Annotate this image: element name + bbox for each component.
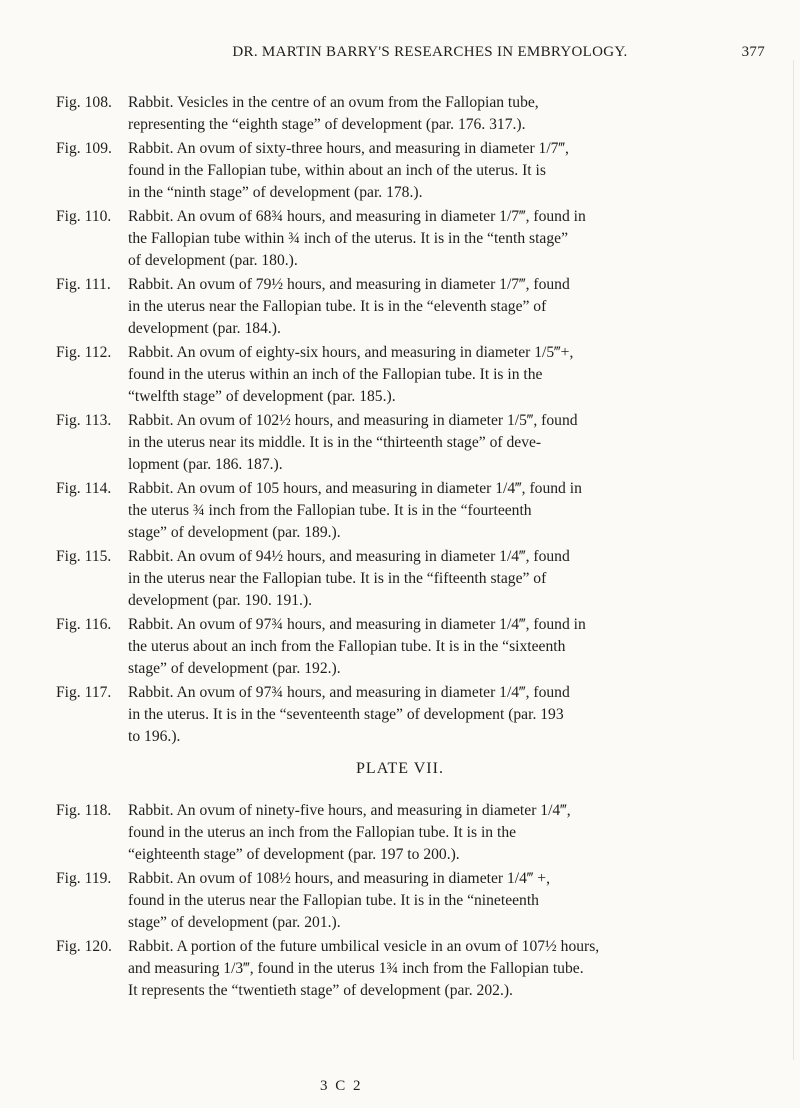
signature-mark: 3 C 2 (320, 1078, 363, 1094)
caption-line: found in the Fallopian tube, within about an inch of the uterus. It is (128, 162, 546, 179)
caption-line: found in the uterus near the Fallopian tube. It is in the “nineteenth (128, 892, 539, 909)
figure-label: Fig. 109. (56, 140, 112, 157)
caption-line: lopment (par. 186. 187.). (128, 456, 283, 473)
figure-caption-text (128, 274, 772, 340)
plate-heading: PLATE VII. (356, 760, 444, 777)
figure-caption-text (128, 546, 772, 612)
caption-line: representing the “eighth stage” of development (par. 176. 317.). (128, 116, 526, 133)
caption-line: Rabbit. Vesicles in the centre of an ovum from the Fallopian tube, (128, 94, 539, 111)
caption-line: stage” of development (par. 189.). (128, 524, 341, 541)
caption-line: development (par. 184.). (128, 320, 281, 337)
caption-line: Rabbit. An ovum of 97¾ hours, and measuring in diameter 1/4‴, found in (128, 616, 586, 633)
caption-line: the Fallopian tube within ¾ inch of the uterus. It is in the “tenth stage” (128, 230, 568, 247)
figure-caption (56, 342, 772, 408)
caption-line: Rabbit. An ovum of 79½ hours, and measuring in diameter 1/7‴, found (128, 276, 570, 293)
caption-line: in the “ninth stage” of development (par. 178.). (128, 184, 423, 201)
caption-line: found in the uterus an inch from the Fallopian tube. It is in the (128, 824, 517, 841)
figure-caption (56, 410, 772, 476)
figure-label: Fig. 118. (56, 802, 112, 819)
figure-caption-text (128, 868, 772, 934)
page-edge-shadow (793, 60, 794, 1060)
caption-line: in the uterus near the Fallopian tube. It is in the “eleventh stage” of (128, 298, 547, 315)
page-number: 377 (741, 44, 765, 60)
caption-line: Rabbit. An ovum of 108½ hours, and measuring in diameter 1/4‴ +, (128, 870, 550, 887)
figure-caption-text (128, 936, 772, 1002)
caption-line: development (par. 190. 191.). (128, 592, 313, 609)
caption-line: Rabbit. An ovum of 68¾ hours, and measuring in diameter 1/7‴, found in (128, 208, 586, 225)
caption-line: Rabbit. An ovum of 94½ hours, and measuring in diameter 1/4‴, found (128, 548, 570, 565)
running-title: DR. MARTIN BARRY'S RESEARCHES IN EMBRYOLOGY. (232, 44, 628, 60)
caption-line: found in the uterus within an inch of the Fallopian tube. It is in the (128, 366, 543, 383)
caption-line: Rabbit. An ovum of eighty-six hours, and measuring in diameter 1/5‴+, (128, 344, 574, 361)
figure-caption-text (128, 342, 772, 408)
figure-caption (56, 868, 772, 934)
figure-label: Fig. 116. (56, 616, 112, 633)
caption-line: Rabbit. An ovum of 97¾ hours, and measuring in diameter 1/4‴, found (128, 684, 570, 701)
figure-caption (56, 546, 772, 612)
figure-caption (56, 936, 772, 1002)
figure-caption (56, 206, 772, 272)
caption-line: Rabbit. A portion of the future umbilical vesicle in an ovum of 107½ hours, (128, 938, 600, 955)
caption-line: Rabbit. An ovum of 105 hours, and measuring in diameter 1/4‴, found in (128, 480, 582, 497)
caption-line: Rabbit. An ovum of sixty-three hours, and measuring in diameter 1/7‴, (128, 140, 569, 157)
figure-caption-text (128, 614, 772, 680)
caption-line: in the uterus. It is in the “seventeenth stage” of development (par. 193 (128, 706, 564, 723)
figure-label: Fig. 113. (56, 412, 112, 429)
caption-line: of development (par. 180.). (128, 252, 298, 269)
caption-line: to 196.). (128, 728, 181, 745)
caption-line: in the uterus near the Fallopian tube. It is in the “fifteenth stage” of (128, 570, 547, 587)
figure-caption (56, 274, 772, 340)
caption-line: and measuring 1/3‴, found in the uterus 1¾ inch from the Fallopian tube. (128, 960, 584, 977)
figure-label: Fig. 114. (56, 480, 112, 497)
figure-label: Fig. 110. (56, 208, 112, 225)
figure-caption (56, 682, 772, 748)
figure-caption-text (128, 800, 772, 866)
figure-caption (56, 614, 772, 680)
figure-caption-text (128, 206, 772, 272)
caption-line: Rabbit. An ovum of 102½ hours, and measuring in diameter 1/5‴, found (128, 412, 578, 429)
figure-caption-text (128, 478, 772, 544)
figure-caption (56, 138, 772, 204)
figure-label: Fig. 119. (56, 870, 112, 887)
figure-label: Fig. 111. (56, 276, 111, 293)
figure-caption (56, 92, 772, 136)
caption-line: “eighteenth stage” of development (par. 197 to 200.). (128, 846, 460, 863)
figure-caption (56, 800, 772, 866)
caption-line: the uterus ¾ inch from the Fallopian tube. It is in the “fourteenth (128, 502, 532, 519)
caption-line: “twelfth stage” of development (par. 185.). (128, 388, 396, 405)
running-head (95, 44, 765, 70)
figure-label: Fig. 115. (56, 548, 112, 565)
caption-line: It represents the “twentieth stage” of development (par. 202.). (128, 982, 513, 999)
figure-caption-text (128, 682, 772, 748)
caption-line: the uterus about an inch from the Fallopian tube. It is in the “sixteenth (128, 638, 566, 655)
caption-line: stage” of development (par. 192.). (128, 660, 341, 677)
figure-caption-text (128, 138, 772, 204)
figure-label: Fig. 117. (56, 684, 112, 701)
figure-caption-text (128, 92, 772, 136)
caption-line: in the uterus near its middle. It is in the “thirteenth stage” of deve- (128, 434, 542, 451)
figure-caption-text (128, 410, 772, 476)
figure-caption (56, 478, 772, 544)
figure-label: Fig. 108. (56, 94, 112, 111)
figure-label: Fig. 120. (56, 938, 112, 955)
caption-line: Rabbit. An ovum of ninety-five hours, and measuring in diameter 1/4‴, (128, 802, 571, 819)
caption-line: stage” of development (par. 201.). (128, 914, 341, 931)
figure-label: Fig. 112. (56, 344, 112, 361)
